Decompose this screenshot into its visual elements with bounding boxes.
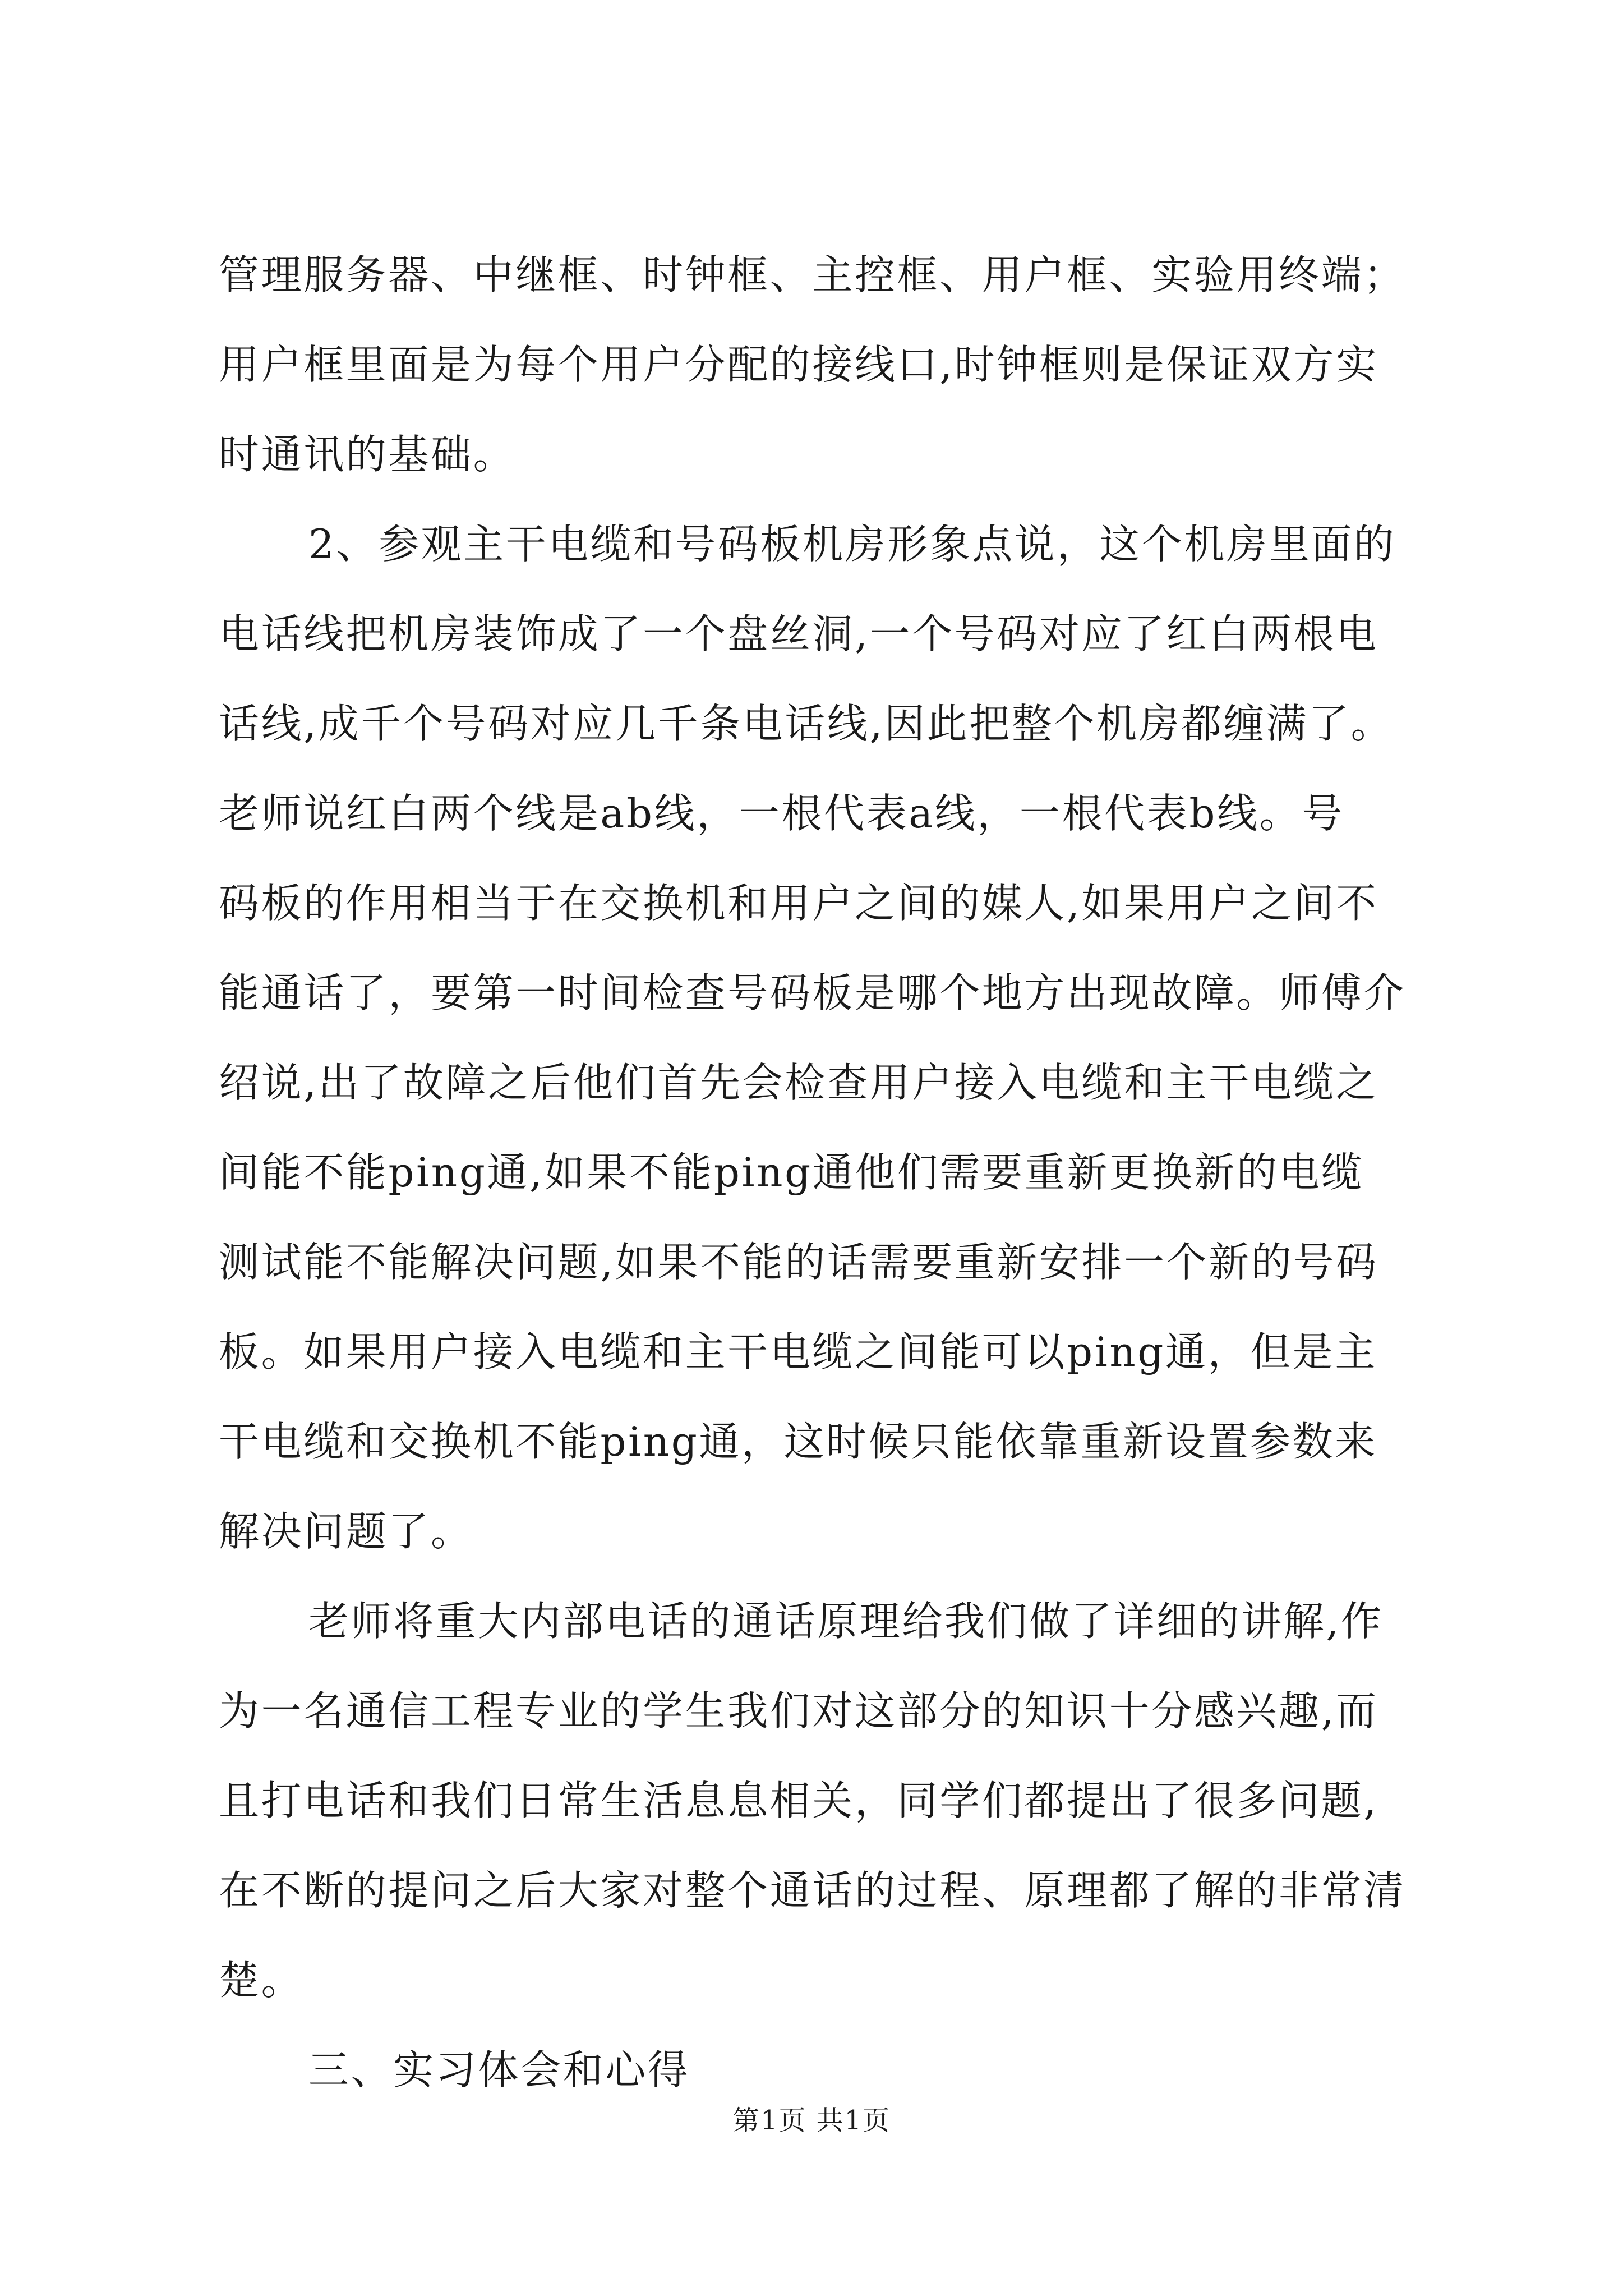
text-line: 老师说红白两个线是ab线，一根代表a线，一根代表b线。号 [219, 790, 1344, 837]
text-line: 老师将重大内部电话的通话原理给我们做了详细的讲解,作 [308, 1598, 1384, 1645]
text-line: 电话线把机房装饰成了一个盘丝洞,一个号码对应了红白两根电 [219, 610, 1378, 657]
text-line: 话线,成千个号码对应几千条电话线,因此把整个机房都缠满了。 [219, 700, 1394, 747]
text-line: 楚。 [219, 1957, 304, 2004]
text-line: 测试能不能解决问题,如果不能的话需要重新安排一个新的号码 [219, 1239, 1378, 1286]
text-line: 且打电话和我们日常生活息息相关，同学们都提出了很多问题, [219, 1777, 1378, 1824]
text-line: 解决问题了。 [219, 1508, 473, 1555]
text-line: 为一名通信工程专业的学生我们对这部分的知识十分感兴趣,而 [219, 1687, 1378, 1734]
body-text [219, 230, 1430, 2115]
text-line: 板。如果用户接入电缆和主干电缆之间能可以ping通，但是主 [219, 1328, 1377, 1375]
text-line: 能通话了，要第一时间检查号码板是哪个地方出现故障。师傅介 [219, 969, 1406, 1016]
text-line: 绍说,出了故障之后他们首先会检查用户接入电缆和主干电缆之 [219, 1059, 1378, 1106]
text-line: 码板的作用相当于在交换机和用户之间的媒人,如果用户之间不 [219, 880, 1378, 927]
text-line: 管理服务器、中继框、时钟框、主控框、用户框、实验用终端； [219, 251, 1406, 298]
section-heading: 三、实习体会和心得 [308, 2046, 690, 2093]
text-line: 时通讯的基础。 [219, 431, 516, 478]
text-line: 在不断的提问之后大家对整个通话的过程、原理都了解的非常清 [219, 1867, 1406, 1914]
text-line: 干电缆和交换机不能ping通，这时候只能依靠重新设置参数来 [219, 1418, 1377, 1465]
text-line: 用户框里面是为每个用户分配的接线口,时钟框则是保证双方实 [219, 341, 1378, 388]
text-line: 2、参观主干电缆和号码板机房形象点说，这个机房里面的 [308, 521, 1396, 568]
page-number-label: 第1页 共1页 [732, 2105, 891, 2136]
page-footer [0, 2101, 1623, 2140]
text-line: 间能不能ping通,如果不能ping通他们需要重新更换新的电缆 [219, 1149, 1364, 1196]
